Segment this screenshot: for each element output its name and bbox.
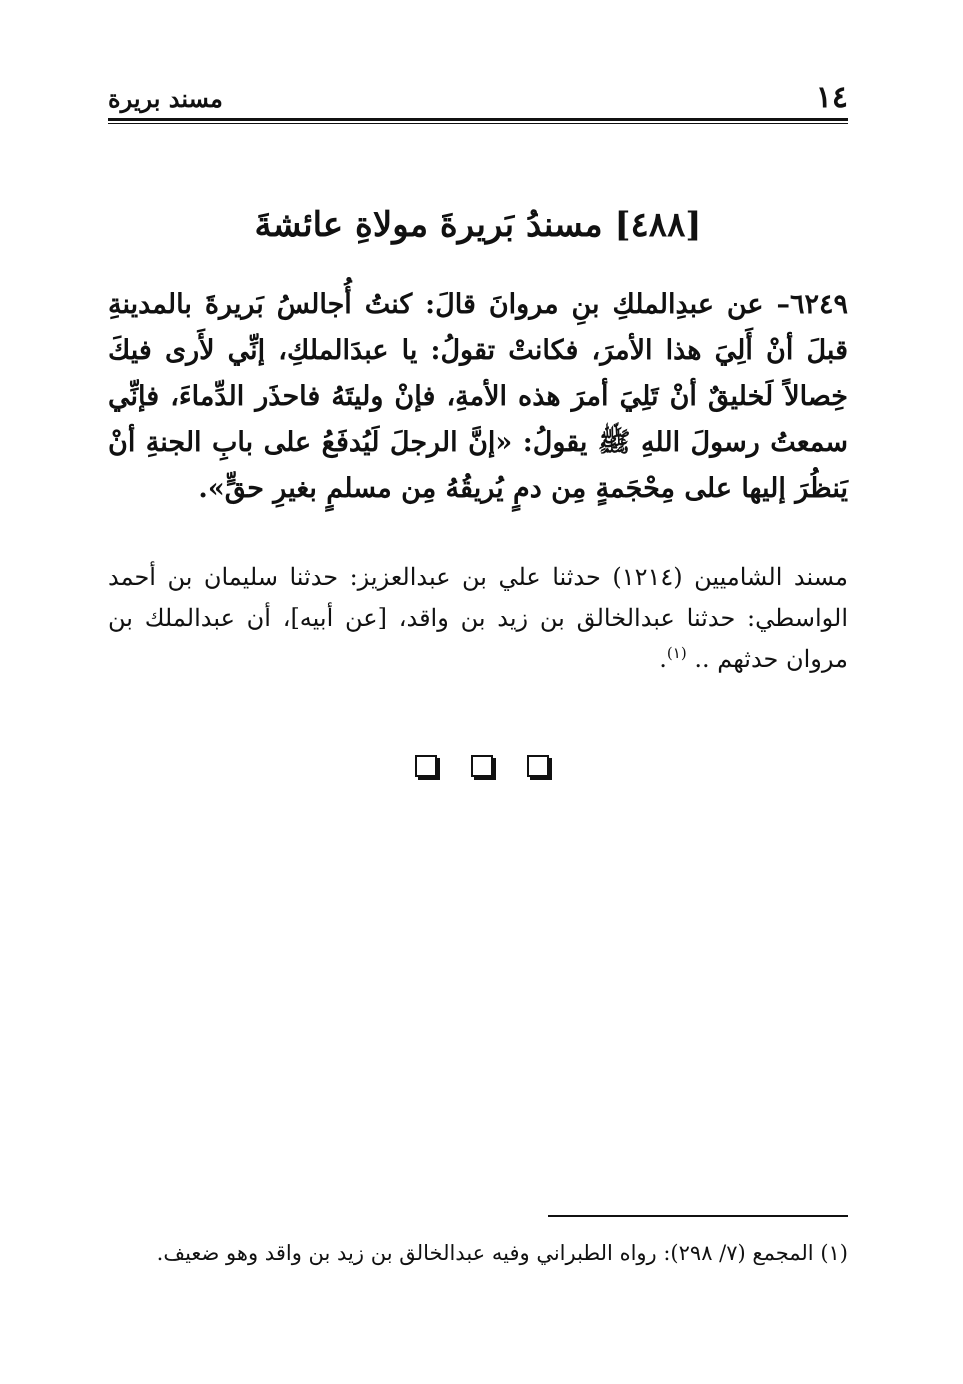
square-ornament-icon [527,755,549,777]
source-end: . [659,645,667,673]
square-ornament-icon [471,755,493,777]
hadith-text: ٦٢٤٩– عن عبدِالملكِ بنِ مروانَ قالَ: كنتُ أُجالسُ بَريرةَ بالمدينةِ قبلَ أنْ أَلِيَ هذا الأمرَ، فكانتْ تقولُ: يا عبدَالملكِ، إنِّي لأَرى فيكَ خِصالاً لَخليقٌ أنْ تَلِيَ أمرَ هذه الأمةِ، فإنْ وليتَهُ فاحذَر الدِّماءَ، فإنِّي سمعتُ رسولَ اللهِ ﷺ يقولُ: «إنَّ الرجلَ لَيُدفَعُ على بابِ الجنةِ أنْ يَنظُرَ إليها على مِحْجَمةٍ مِن دمٍ يُريقُهُ مِن مسلمٍ بغيرِ حقٍّ». [108,289,848,504]
page-number: ١٤ [815,80,848,115]
section-end-ornament [0,755,963,777]
running-header [108,78,848,118]
footnote-reference[interactable]: (١) [666,644,687,662]
section-title: [٤٨٨] مسندُ بَريرةَ مولاةِ عائشةَ [254,205,702,245]
running-title: مسند بريرة [108,84,223,113]
square-ornament-icon [415,755,437,777]
footnote-1: (١) المجمع (٧/ ٢٩٨): رواه الطبراني وفيه عبدالخالق بن زيد بن واقد وهو ضعيف. [156,1241,848,1265]
footnote-separator [548,1215,848,1217]
header-rule-thin [108,123,848,124]
source-text: مسند الشاميين (١٢١٤) حدثنا علي بن عبدالعزيز: حدثنا سليمان بن أحمد الواسطي: حدثنا عبدالخالق بن زيد بن واقد، [عن أبيه]، أن عبدالملك بن مروان حدثهم .. [108,563,848,673]
header-rule-thick [108,118,848,121]
source-citation [108,557,848,680]
